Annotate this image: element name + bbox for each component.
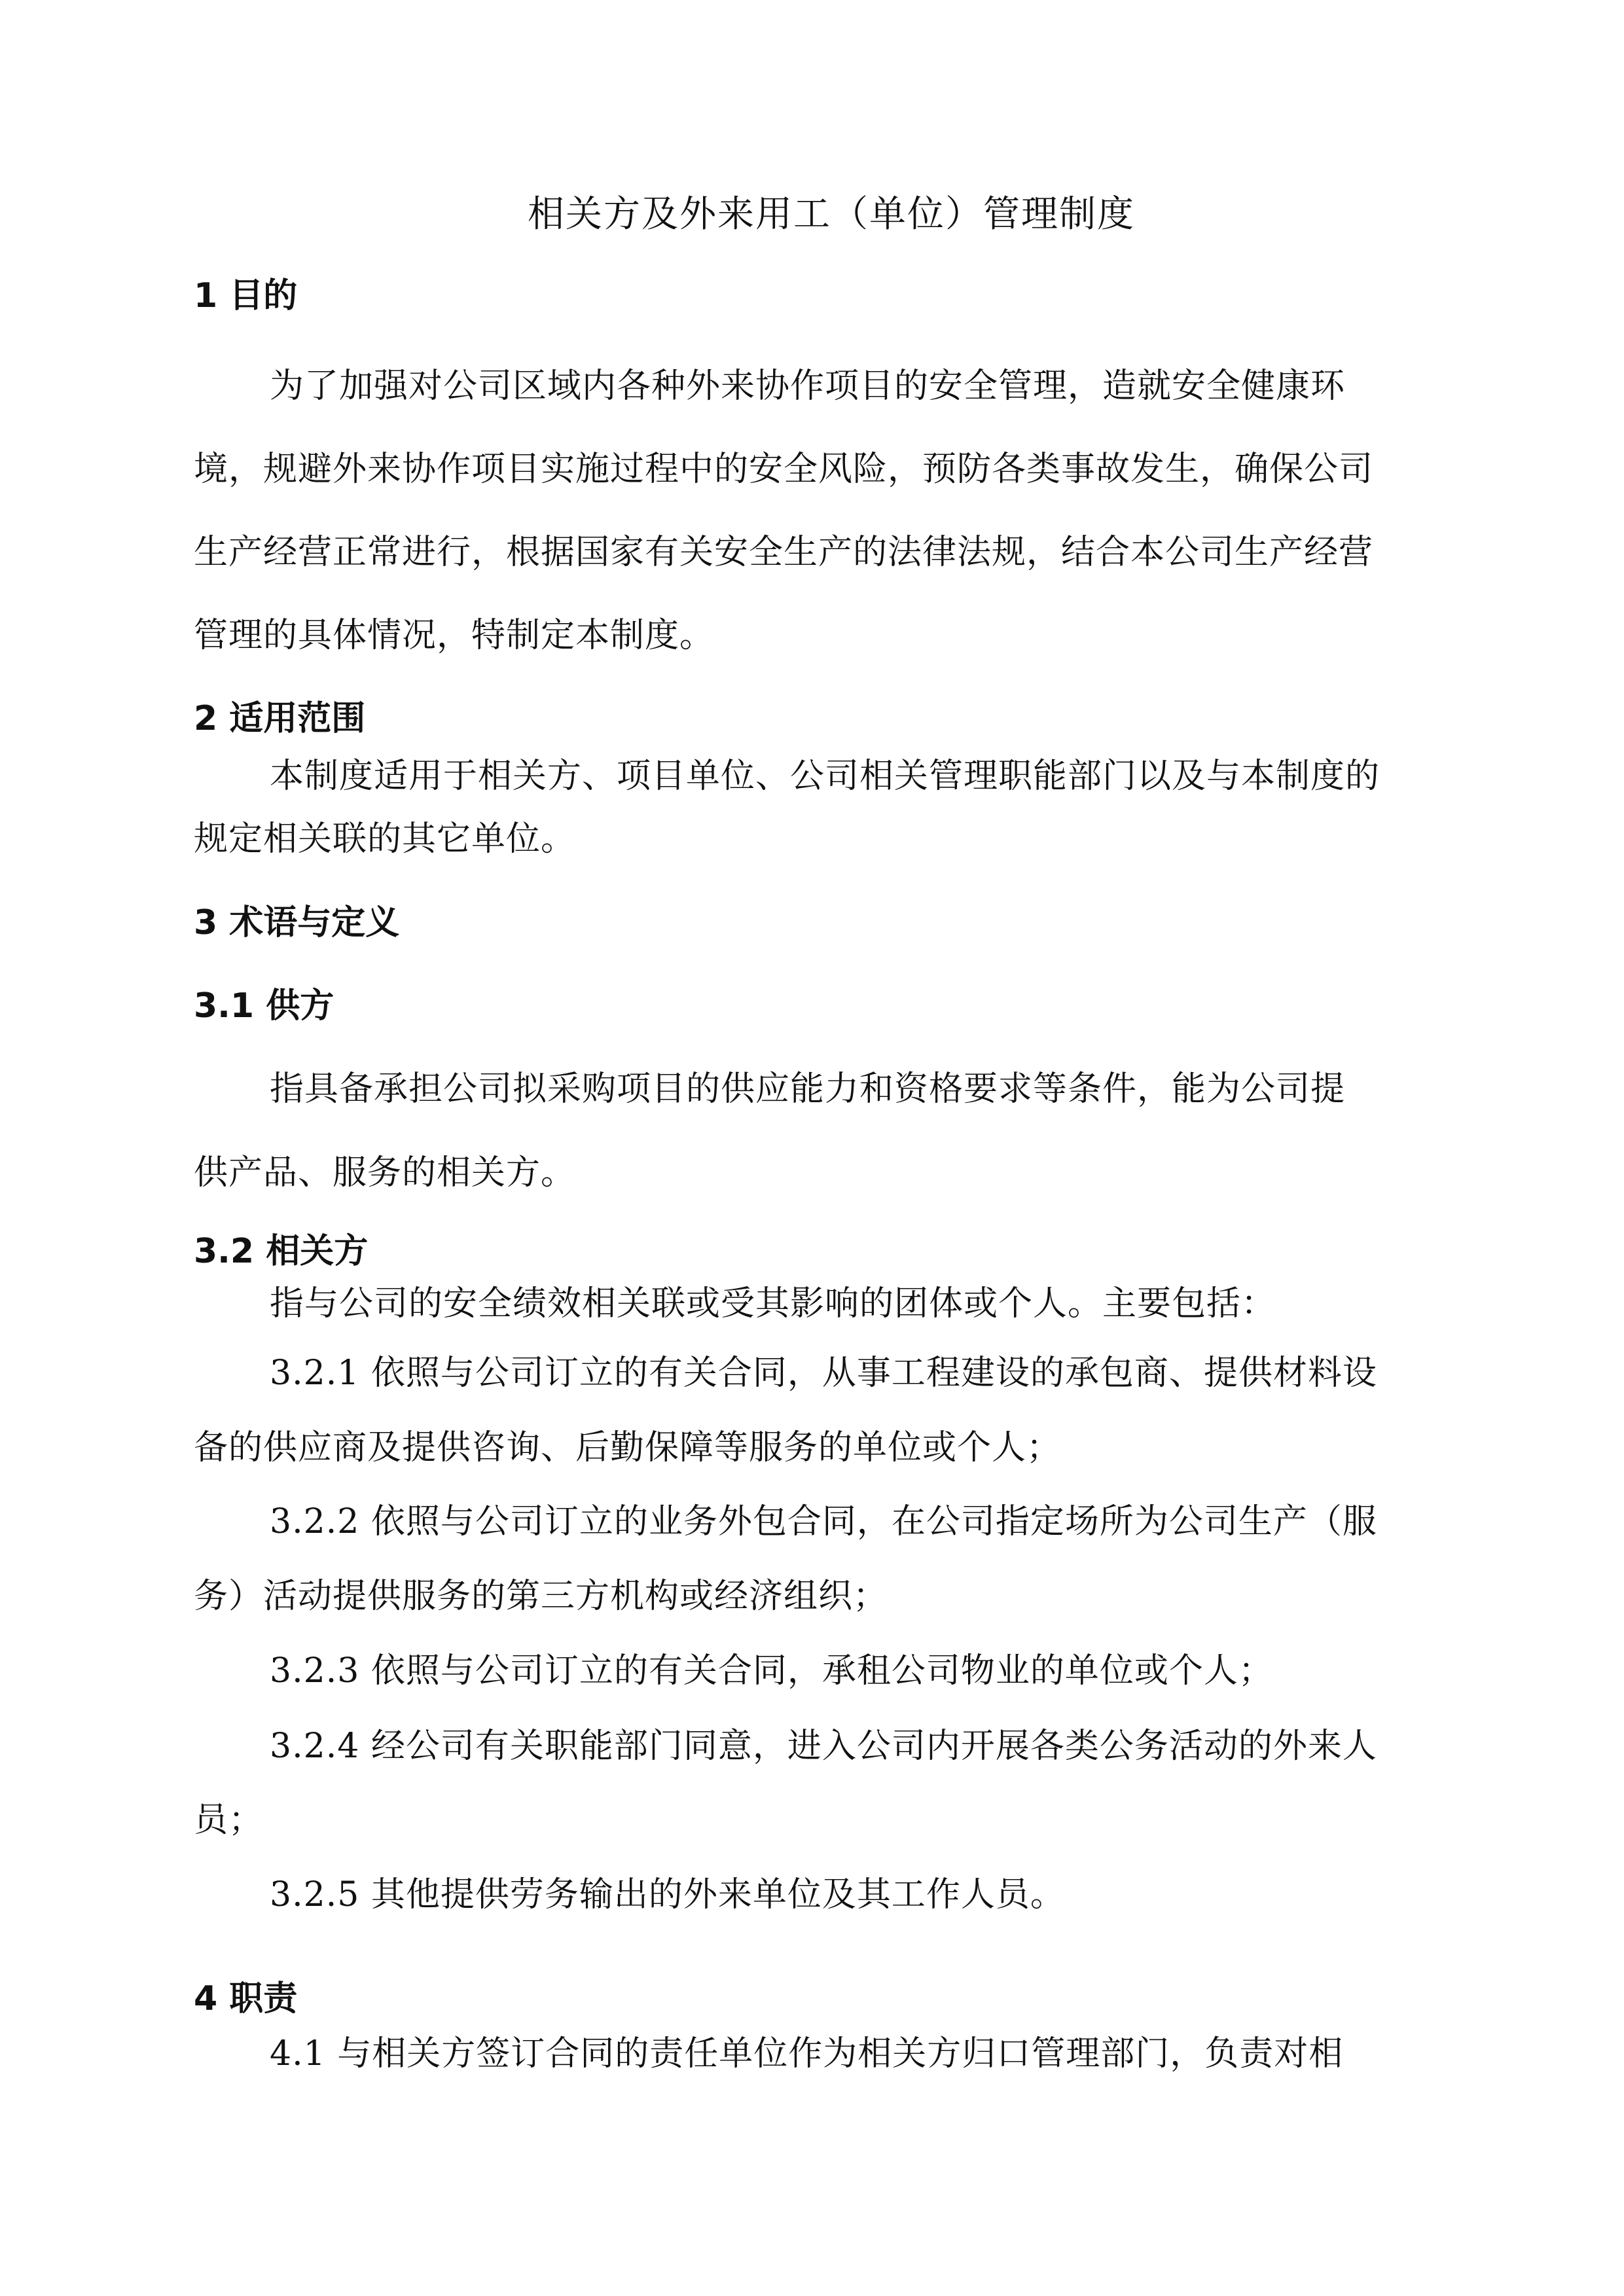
section-3-heading: 3 术语与定义	[194, 903, 400, 942]
paragraph-line: 生产经营正常进行，根据国家有关安全生产的法律法规，结合本公司生产经营	[194, 533, 1374, 572]
list-item-line: 3.2.1 依照与公司订立的有关合同，从事工程建设的承包商、提供材料设	[270, 1354, 1377, 1393]
section-2-heading: 2 适用范围	[194, 699, 366, 738]
paragraph-line: 4.1 与相关方签订合同的责任单位作为相关方归口管理部门，负责对相	[270, 2034, 1344, 2073]
paragraph-line: 指具备承担公司拟采购项目的供应能力和资格要求等条件，能为公司提	[270, 1069, 1346, 1109]
paragraph-line: 供产品、服务的相关方。	[194, 1153, 576, 1193]
list-item-line: 务）活动提供服务的第三方机构或经济组织；	[194, 1577, 888, 1616]
list-item-line: 3.2.2 依照与公司订立的业务外包合同，在公司指定场所为公司生产（服	[270, 1502, 1377, 1541]
list-item-line: 备的供应商及提供咨询、后勤保障等服务的单位或个人；	[194, 1428, 1062, 1467]
document-title: 相关方及外来用工（单位）管理制度	[528, 193, 1135, 236]
paragraph-line: 管理的具体情况，特制定本制度。	[194, 616, 715, 655]
list-item-line: 3.2.4 经公司有关职能部门同意，进入公司内开展各类公务活动的外来人	[270, 1727, 1377, 1766]
section-1-heading: 1 目的	[194, 276, 298, 315]
list-item-line: 员；	[194, 1801, 264, 1840]
paragraph-line: 规定相关联的其它单位。	[194, 819, 576, 859]
list-item-line: 3.2.5 其他提供劳务输出的外来单位及其工作人员。	[270, 1875, 1065, 1914]
list-item-line: 3.2.3 依照与公司订立的有关合同，承租公司物业的单位或个人；	[270, 1651, 1273, 1691]
section-3-2-heading: 3.2 相关方	[194, 1232, 369, 1271]
paragraph-line: 境，规避外来协作项目实施过程中的安全风险，预防各类事故发生，确保公司	[194, 450, 1374, 489]
paragraph-line: 指与公司的安全绩效相关联或受其影响的团体或个人。主要包括：	[270, 1284, 1276, 1323]
section-4-heading: 4 职责	[194, 1979, 298, 2018]
section-3-1-heading: 3.1 供方	[194, 986, 334, 1026]
paragraph-line: 为了加强对公司区域内各种外来协作项目的安全管理，造就安全健康环	[270, 367, 1346, 406]
paragraph-line: 本制度适用于相关方、项目单位、公司相关管理职能部门以及与本制度的	[270, 757, 1380, 796]
